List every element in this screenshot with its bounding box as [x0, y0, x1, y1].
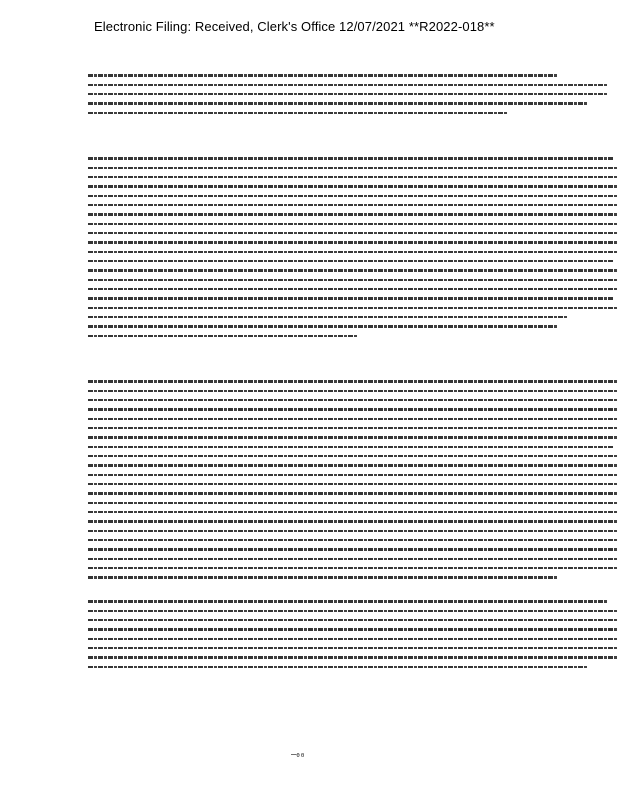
text-line	[88, 167, 618, 169]
paragraph-1	[88, 74, 618, 121]
text-line	[88, 502, 618, 504]
text-line	[88, 511, 618, 513]
text-line	[88, 492, 618, 495]
text-line	[88, 638, 618, 640]
text-line	[88, 610, 618, 612]
text-line	[88, 112, 508, 114]
text-line	[88, 628, 618, 631]
text-line	[88, 93, 608, 95]
text-line	[88, 316, 568, 318]
text-line	[88, 530, 618, 532]
text-line	[88, 195, 618, 197]
text-line	[88, 656, 618, 659]
text-line	[88, 380, 618, 383]
text-line	[88, 204, 618, 206]
text-line	[88, 548, 618, 551]
text-line	[88, 600, 608, 603]
text-line	[88, 446, 613, 448]
text-line	[88, 307, 618, 309]
text-line	[88, 74, 558, 77]
text-line	[88, 176, 618, 178]
text-line	[88, 666, 588, 668]
text-line	[88, 297, 613, 300]
paragraph-4	[88, 600, 618, 675]
text-line	[88, 567, 618, 569]
text-line	[88, 436, 618, 439]
text-line	[88, 157, 613, 160]
text-line	[88, 223, 618, 225]
text-line	[88, 558, 618, 560]
text-line	[88, 84, 608, 86]
text-line	[88, 455, 618, 457]
text-line	[88, 399, 618, 401]
text-line	[88, 576, 558, 579]
text-line	[88, 325, 558, 328]
text-line	[88, 102, 588, 105]
text-line	[88, 427, 618, 429]
text-line	[88, 288, 618, 290]
text-line	[88, 539, 618, 541]
filing-stamp-header: Electronic Filing: Received, Clerk's Office 12/07/2021 **R2022-018**	[94, 19, 495, 34]
text-line	[88, 279, 618, 281]
text-line	[88, 483, 618, 485]
text-line	[88, 232, 618, 234]
text-line	[88, 619, 618, 621]
text-line	[88, 464, 618, 467]
text-line	[88, 474, 618, 476]
text-line	[88, 185, 618, 188]
text-line	[88, 251, 618, 253]
text-line	[88, 335, 358, 337]
paragraph-3	[88, 380, 618, 586]
text-line	[88, 269, 618, 272]
text-line	[88, 408, 618, 411]
text-line	[88, 260, 613, 262]
text-line	[88, 241, 618, 244]
page-number: —₀₀	[291, 750, 305, 760]
text-line	[88, 647, 618, 649]
text-line	[88, 390, 618, 392]
text-line	[88, 213, 618, 216]
paragraph-2	[88, 157, 618, 344]
text-line	[88, 520, 618, 523]
text-line	[88, 418, 618, 420]
